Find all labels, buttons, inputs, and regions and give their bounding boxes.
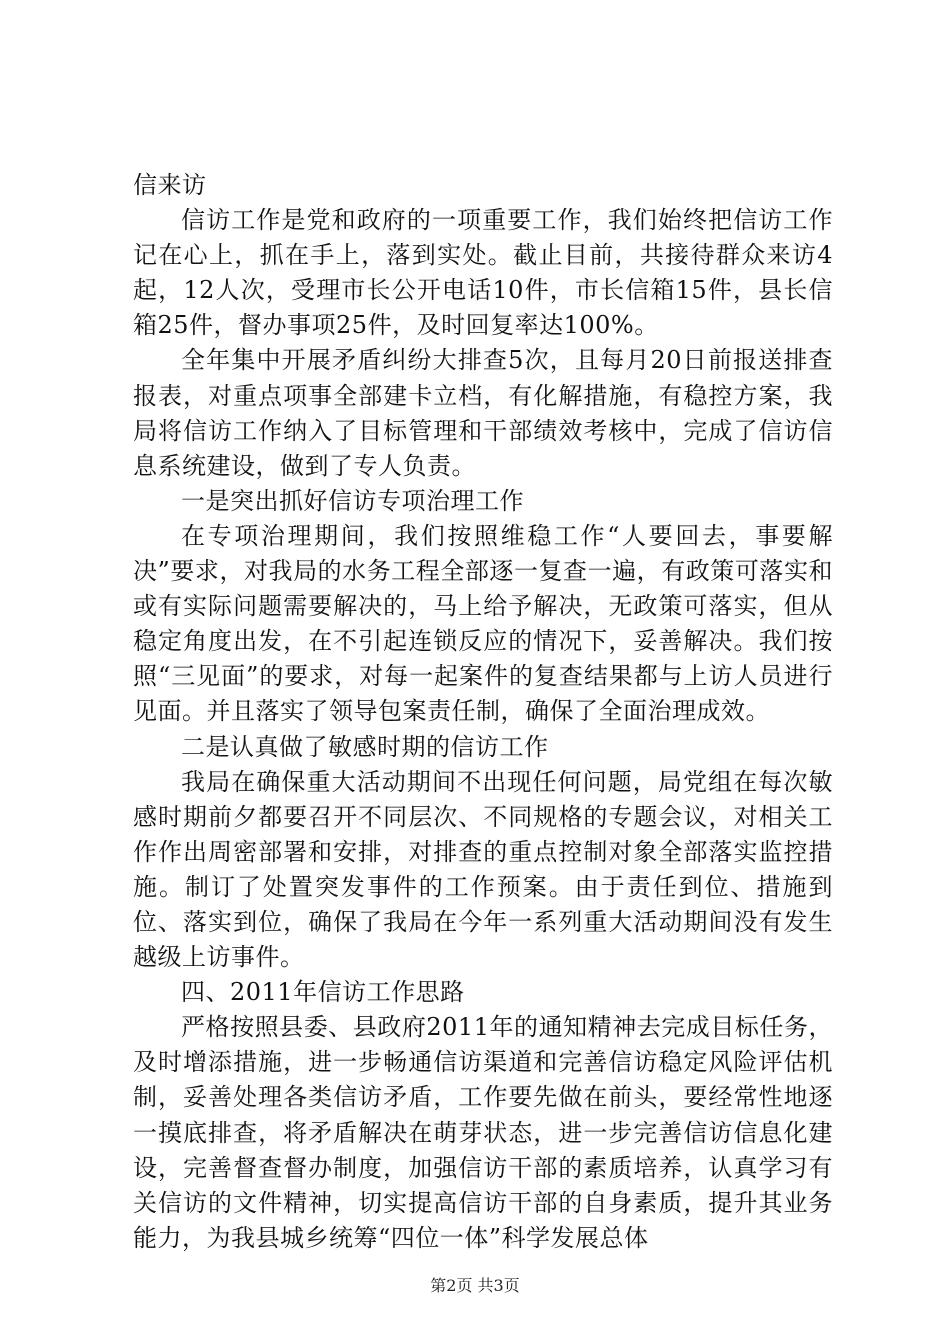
section-heading-special-governance: 一是突出抓好信访专项治理工作	[181, 486, 524, 515]
paragraph-sensitive-period: 我局在确保重大活动期间不出现任何问题，局党组在每次敏感时期前夕都要召开不同层次、不同规格的专题会议，对相关工作作出周密部署和安排，对排查的重点控制对象全部落实监控措施。制订了处置突发事件的工作预案。由于责任到位、措施到位、落实到位，确保了我局在今年一系列重大活动期间没有发生越级上访事件。	[133, 767, 833, 972]
page-number-footer: 第2页 共3页	[430, 1276, 520, 1295]
section-heading-sensitive-period: 二是认真做了敏感时期的信访工作	[181, 732, 549, 761]
paragraph-dispute-screening: 全年集中开展矛盾纠纷大排查5次，且每月20日前报送排查报表，对重点项事全部建卡立档，有化解措施，有稳控方案，我局将信访工作纳入了目标管理和干部绩效考核中，完成了信访信息系统建设，做到了专人负责。	[133, 346, 833, 480]
paragraph-special-governance: 在专项治理期间，我们按照维稳工作“人要回去，事要解决”要求，对我局的水务工程全部逐一复查一遍，有政策可落实和或有实际问题需要解决的，马上给予解决，无政策可落实，但从稳定角度出发，在不引起连锁反应的情况下，妥善解决。我们按照“三见面”的要求，对每一起案件的复查结果都与上访人员进行见面。并且落实了领导包案责任制，确保了全面治理成效。	[133, 521, 833, 726]
section-heading-2011-plan: 四、2011年信访工作思路	[181, 978, 465, 1007]
paragraph-petition-intro: 信访工作是党和政府的一项重要工作，我们始终把信访工作记在心上，抓在手上，落到实处。截止目前，共接待群众来访4起，12人次，受理市长公开电话10件，市长信箱15件，县长信箱25件，督办事项25件，及时回复率达100%。	[133, 206, 833, 340]
paragraph-2011-plan: 严格按照县委、县政府2011年的通知精神去完成目标任务，及时增添措施，进一步畅通信访渠道和完善信访稳定风险评估机制，妥善处理各类信访矛盾，工作要先做在前头，要经常性地逐一摸底排查，将矛盾解决在萌芽状态，进一步完善信访信息化建设，完善督查督办制度，加强信访干部的素质培养，认真学习有关信访的文件精神，切实提高信访干部的自身素质，提升其业务能力，为我县城乡统筹“四位一体”科学发展总体	[133, 1013, 833, 1252]
paragraph-heading-fragment: 信来访	[133, 171, 207, 199]
document-body	[133, 168, 833, 1256]
